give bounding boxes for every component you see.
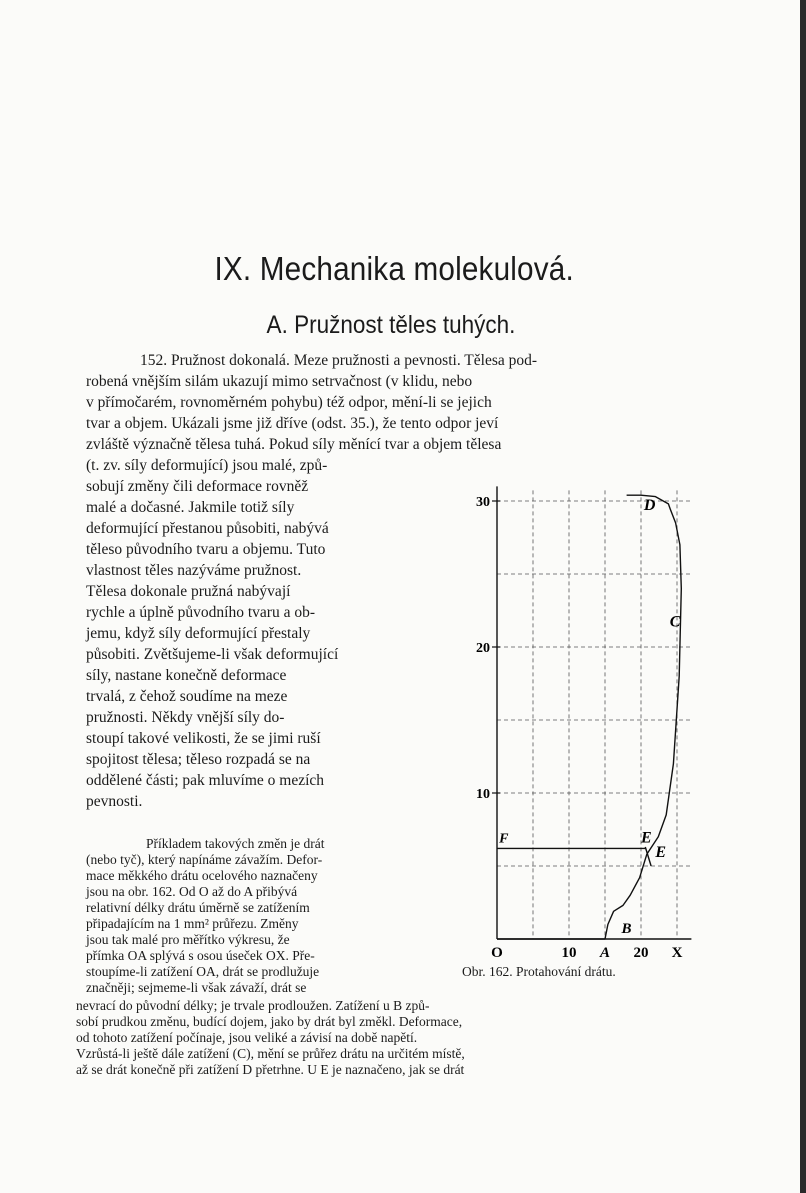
paragraph-line: robená vnějším silám ukazují mimo setrvačnost (v klidu, nebo xyxy=(86,373,473,390)
small-line: jsou tak malé pro měřítko výkresu, že xyxy=(86,932,290,947)
point-label: E xyxy=(641,829,652,847)
point-label: D xyxy=(643,496,656,514)
y-tick-label: 10 xyxy=(476,787,490,802)
column-line: těleso původního tvaru a objemu. Tuto xyxy=(86,541,326,558)
x-tick-label: O xyxy=(491,945,503,961)
point-label: C xyxy=(669,613,681,631)
bottom-line: sobí prudkou změnu, budící dojem, jako by drát byl změkl. Deformace, xyxy=(76,1014,463,1029)
y-tick-label: 20 xyxy=(476,641,490,656)
figure-caption: Obr. 162. Protahování drátu. xyxy=(462,964,616,979)
column-line: sobují změny čili deformace rovněž xyxy=(86,478,309,495)
point-label: F xyxy=(499,831,509,847)
paragraph-line: 152. Pružnost dokonalá. Meze pružnosti a pevnosti. Tělesa pod- xyxy=(140,352,538,369)
section-title: A. Pružnost těles tuhých. xyxy=(266,311,516,339)
point-label: B xyxy=(621,921,632,938)
column-line: vlastnost těles nazýváme pružnost. xyxy=(86,562,302,579)
bottom-line: až se drát konečně při zatížení D přetrhne. U E je naznačeno, jak se drát xyxy=(76,1062,465,1077)
y-tick-label: 30 xyxy=(476,495,490,510)
small-line: Příkladem takových změn je drát xyxy=(146,836,325,851)
bottom-line: od tohoto zatížení počínaje, jsou veliké a závisí na době napětí. xyxy=(76,1030,418,1045)
column-line: rychle a úplně původního tvaru a ob- xyxy=(86,604,315,621)
small-line: přímka OA splývá s osou úseček OX. Pře- xyxy=(86,948,315,963)
chapter-title: IX. Mechanika molekulová. xyxy=(214,250,574,287)
column-line: pevnosti. xyxy=(86,793,143,810)
column-line: deformující přestanou působiti, nabývá xyxy=(86,520,329,537)
x-tick-label: X xyxy=(671,945,683,961)
column-line: jemu, když síly deformující přestaly xyxy=(86,625,311,642)
chart-grid xyxy=(492,486,691,939)
small-line: značněji; sejmeme-li však závaží, drát se xyxy=(86,980,307,995)
x-tick-label: A xyxy=(599,945,611,961)
column-line: působiti. Zvětšujeme-li však deformující xyxy=(86,646,339,663)
column-line: spojitost tělesa; těleso rozpadá se na xyxy=(86,751,311,768)
point-label: E xyxy=(655,844,667,862)
x-tick-label: 20 xyxy=(633,945,649,961)
chart-labels xyxy=(476,495,683,961)
column-line: síly, nastane konečně deformace xyxy=(86,667,287,684)
bottom-line: nevrací do původní délky; je trvale prodloužen. Zatížení u B způ- xyxy=(76,998,430,1013)
column-line: pružnosti. Někdy vnější síly do- xyxy=(86,709,285,726)
stress-strain-curve xyxy=(497,495,681,939)
paragraph-line: v přímočarém, rovnoměrném pohybu) též odpor, mění-li se jejich xyxy=(86,394,492,411)
column-line: stoupí takové velikosti, že se jimi ruší xyxy=(86,730,321,747)
column-line: (t. zv. síly deformující) jsou malé, způ- xyxy=(86,457,328,474)
small-line: (nebo tyč), který napínáme závažím. Defor- xyxy=(86,852,323,867)
bottom-line: Vzrůstá-li ještě dále zatížení (C), mění se průřez drátu na určitém místě, xyxy=(76,1046,465,1061)
small-line: relativní délky drátu úměrně se zatížením xyxy=(86,900,310,915)
column-line: trvalá, z čehož soudíme na meze xyxy=(86,688,288,705)
column-line: malé a dočasné. Jakmile totiž síly xyxy=(86,499,295,516)
paragraph-line: zvláště význačně tělesa tuhá. Pokud síly měnící tvar a objem tělesa xyxy=(86,436,502,453)
small-line: připadajícím na 1 mm² průřezu. Změny xyxy=(86,916,299,931)
x-tick-label: 10 xyxy=(561,945,577,961)
chart-marks xyxy=(497,495,681,939)
paragraph-line: tvar a objem. Ukázali jsme již dříve (odst. 35.), že tento odpor jeví xyxy=(86,415,499,432)
small-line: stoupíme-li zatížení OA, drát se prodlužuje xyxy=(86,964,320,979)
small-line: jsou na obr. 162. Od O až do A přibývá xyxy=(86,884,298,899)
small-line: mace měkkého drátu ocelového naznačeny xyxy=(86,868,318,883)
column-line: oddělené části; pak mluvíme o mezích xyxy=(86,772,325,789)
column-line: Tělesa dokonale pružná nabývají xyxy=(86,583,291,600)
